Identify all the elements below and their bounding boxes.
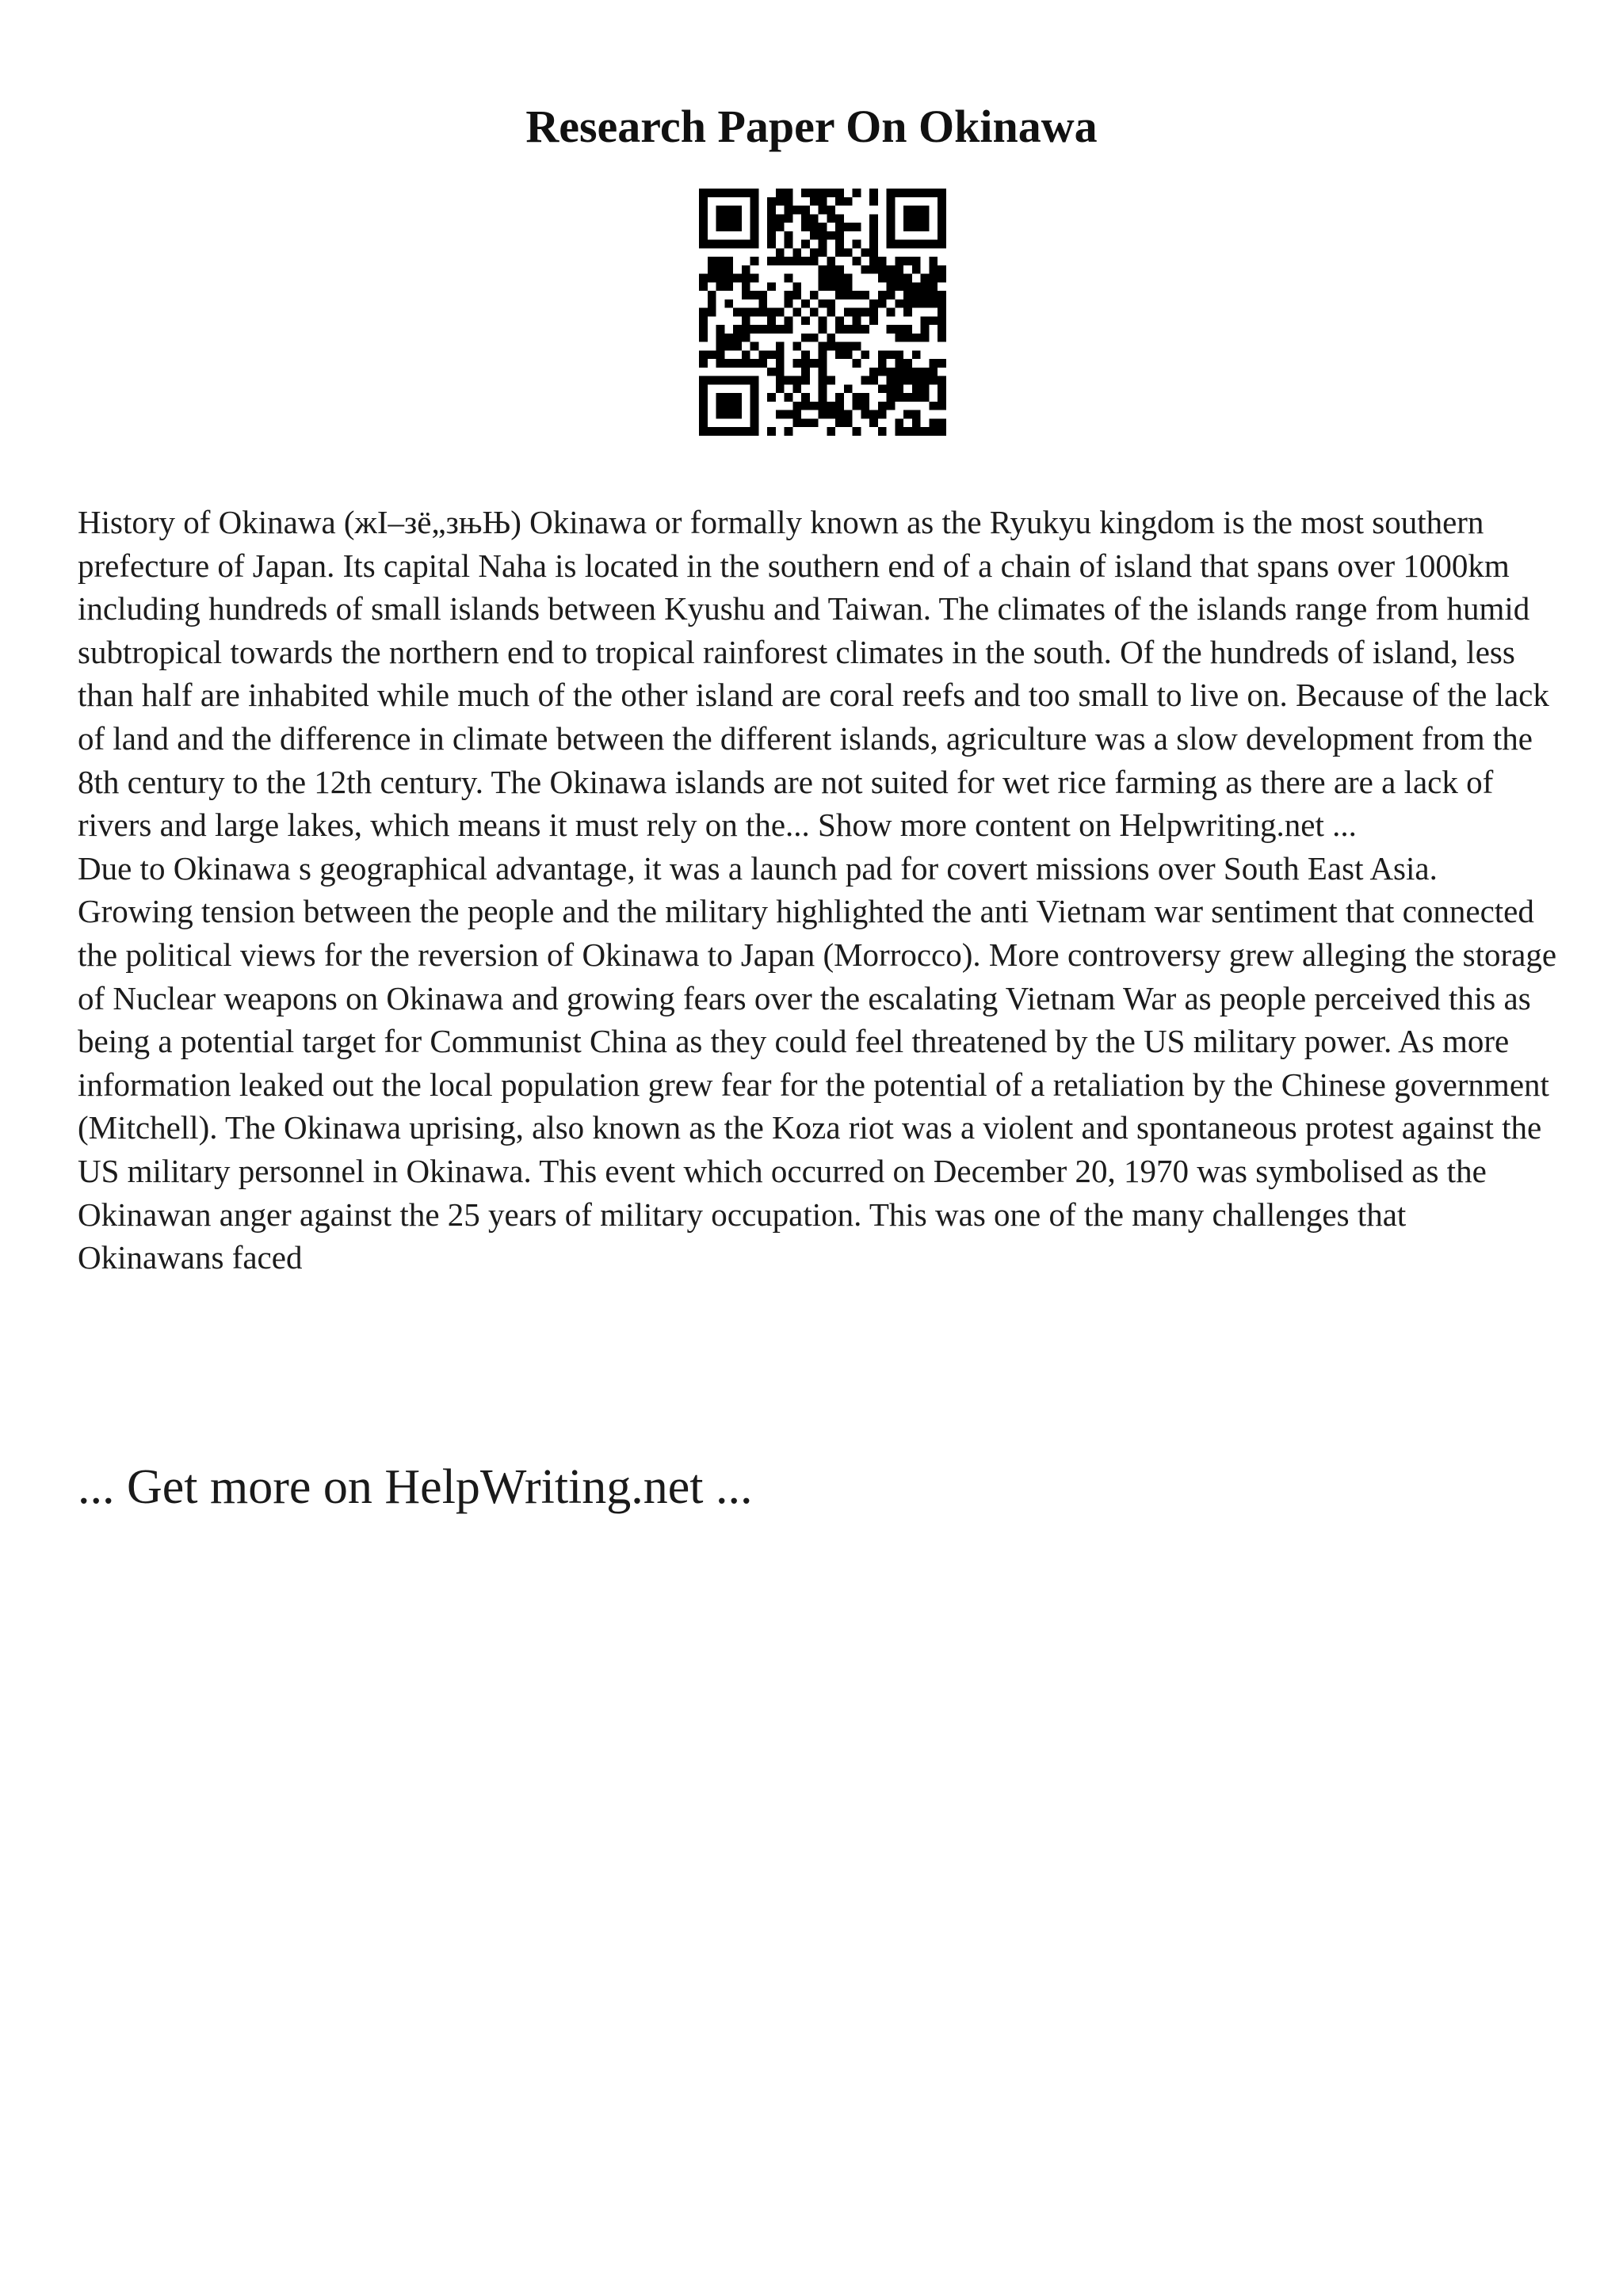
get-more-link[interactable]: ... Get more on HelpWriting.net ... <box>78 1460 753 1514</box>
paragraph-history: History of Okinawa (жІ–зё„зњЊ) Okinawa or formally known as the Ryukyu kingdom is the most southern prefecture of Japan. Its capital Naha is located in the southern end of a chain of island that spans over 1000km including hundreds of small islands between Kyushu and Taiwan. The climates of the islands range from humid subtropical towards the northern end to tropical rainforest climates in the south. Of the hundreds of island, less than half are inhabited while much of the other island are coral reefs and too small to live on. Because of the lack of land and the difference in climate between the different islands, agriculture was a slow development from the 8th century to the 12th century. The Okinawa islands are not suited for wet rice farming as there are a lack of rivers and large lakes, which means it must rely on the... Show more content on Helpwriting.net ... <box>78 504 1549 844</box>
article-body <box>78 501 1560 1280</box>
page-title: Research Paper On Okinawa <box>525 101 1098 152</box>
qr-code-icon <box>699 189 946 436</box>
paragraph-reversion: Due to Okinawa s geographical advantage, it was a launch pad for covert missions over South East Asia. Growing tension between the people and the military highlighted the anti Vietnam war sentiment that connected the political views for the reversion of Okinawa to Japan (Morrocco). More controversy grew alleging the storage of Nuclear weapons on Okinawa and growing fears over the escalating Vietnam War as people perceived this as being a potential target for Communist China as they could feel threatened by the US military power. As more information leaked out the local population grew fear for the potential of a retaliation by the Chinese government (Mitchell). The Okinawa uprising, also known as the Koza riot was a violent and spontaneous protest against the US military personnel in Okinawa. This event which occurred on December 20, 1970 was symbolised as the Okinawan anger against the 25 years of military occupation. This was one of the many challenges that Okinawans faced <box>78 849 1557 1276</box>
